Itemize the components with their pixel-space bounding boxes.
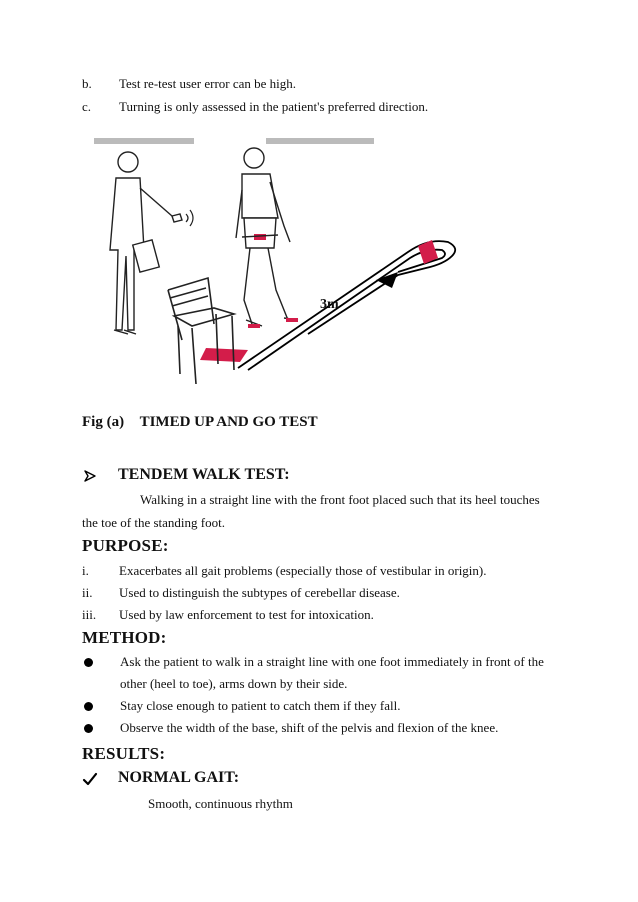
figure-caption — [82, 414, 330, 431]
timed-up-and-go-figure — [88, 130, 468, 398]
method-item — [82, 698, 622, 716]
list-text: Used by law enforcement to test for intoxication. — [119, 607, 374, 622]
method-item-line1: Ask the patient to walk in a straight line with one foot immediately in front of the — [120, 654, 544, 669]
list-marker: c. — [82, 99, 92, 114]
normal-gait-title: NORMAL GAIT: — [118, 769, 240, 786]
figure-caption-label: Fig (a) — [82, 414, 125, 430]
list-marker: b. — [82, 76, 92, 91]
method-item-line1: Stay close enough to patient to catch them if they fall. — [120, 698, 401, 713]
bullet-dot-icon — [84, 658, 93, 667]
method-item-line1: Observe the width of the base, shift of the pelvis and flexion of the knee. — [120, 720, 499, 735]
method-item — [82, 720, 622, 738]
figure-caption-title: TIMED UP AND GO TEST — [139, 414, 318, 430]
results-heading: RESULTS: — [82, 744, 166, 763]
arrowhead-bullet-icon — [84, 470, 96, 482]
list-text: Test re-test user error can be high. — [119, 76, 297, 91]
method-heading: METHOD: — [82, 628, 167, 647]
purpose-heading: PURPOSE: — [82, 536, 169, 555]
list-item-c — [82, 99, 428, 115]
purpose-item — [82, 563, 487, 579]
tendem-description-line1: Walking in a straight line with the front foot placed such that its heel touches — [140, 492, 540, 507]
list-item-b — [82, 76, 296, 92]
tendem-walk-test-title: TENDEM WALK TEST: — [118, 466, 290, 483]
list-text: Used to distinguish the subtypes of cerebellar disease. — [119, 585, 400, 600]
list-marker: iii. — [82, 607, 97, 622]
list-marker: ii. — [82, 585, 93, 600]
purpose-item — [82, 607, 374, 623]
list-marker: i. — [82, 563, 89, 578]
purpose-item — [82, 585, 400, 601]
normal-gait-heading — [82, 769, 622, 791]
method-item-line2: other (heel to toe), arms down by their side. — [120, 676, 348, 691]
tendem-description-line2: the toe of the standing foot. — [82, 515, 225, 530]
list-text: Turning is only assessed in the patient's preferred direction. — [119, 99, 429, 114]
checkmark-icon — [82, 771, 98, 787]
bullet-dot-icon — [84, 702, 93, 711]
method-item — [82, 654, 622, 694]
distance-label: 3m — [320, 297, 339, 312]
timed-up-and-go-illustration — [88, 130, 468, 398]
bullet-dot-icon — [84, 724, 93, 733]
list-text: Exacerbates all gait problems (especially those of vestibular in origin). — [119, 563, 487, 578]
tendem-walk-test-heading — [82, 466, 622, 488]
normal-gait-description: Smooth, continuous rhythm — [148, 796, 293, 811]
